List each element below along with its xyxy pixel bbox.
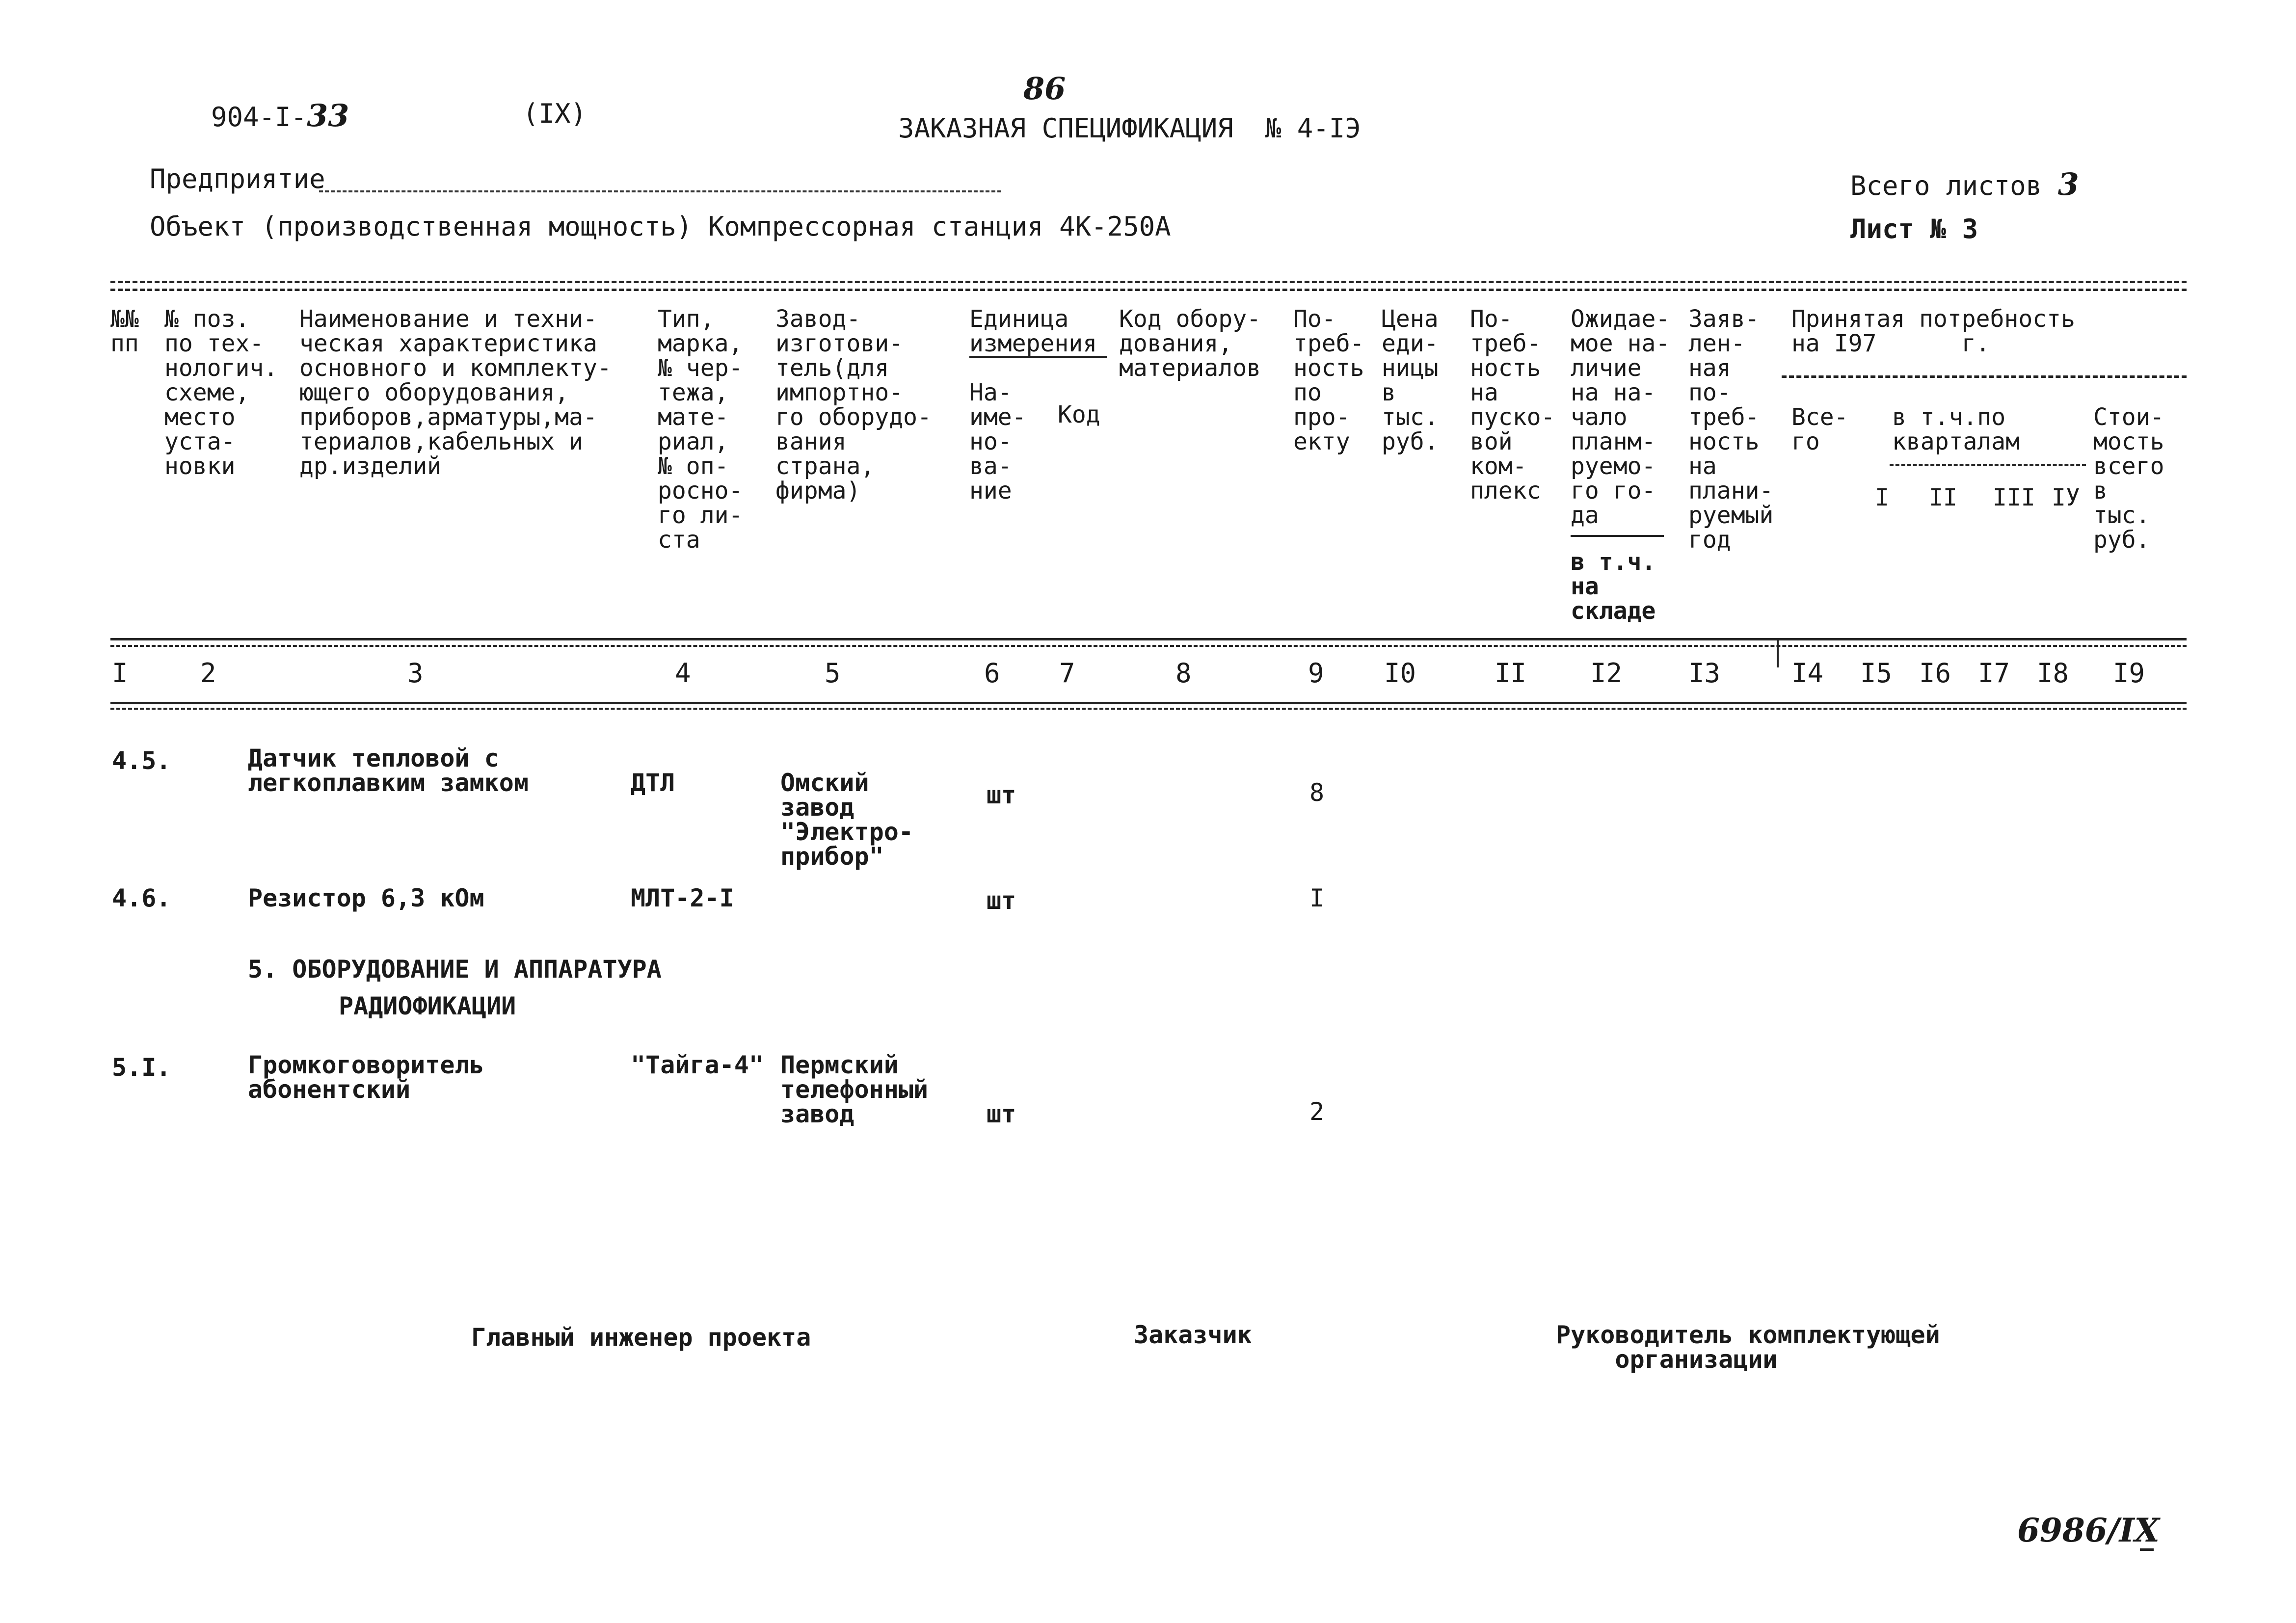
col-head-q1: I	[1875, 484, 1889, 511]
col-number-13: I3	[1688, 658, 1721, 689]
quarters-group-rule	[1890, 464, 2086, 466]
col-head-unit-group: Единица измерения	[969, 305, 1097, 357]
col-head-launch-need: По- треб- ность на пуско- вой ком- плекс	[1470, 305, 1555, 505]
section-number: (IX)	[523, 98, 587, 129]
col-number-5: 5	[825, 658, 841, 689]
section-5-heading: 5. ОБОРУДОВАНИЕ И АППАРАТУРА	[248, 955, 662, 984]
row-4-6-qty: I	[1309, 884, 1325, 912]
col-number-3: 3	[407, 658, 424, 689]
row-4-6-type: МЛТ-2-I	[631, 884, 734, 912]
col-head-q2: II	[1929, 484, 1957, 511]
row-5-1-number: 5.I.	[112, 1053, 171, 1082]
col-head-quarters-group: в т.ч.по кварталам	[1892, 403, 2020, 455]
doc-code-prefix: 904-I-	[211, 102, 307, 133]
col-number-14: I4	[1791, 658, 1824, 689]
header-bottom-rule-1	[110, 638, 2187, 640]
row-5-1-unit: шт	[987, 1100, 1016, 1128]
col-number-19: I9	[2113, 658, 2145, 689]
col-head-in-warehouse: в т.ч. на складе	[1571, 548, 1656, 625]
col-number-1: I	[112, 658, 128, 689]
page-number-handwritten: 86	[1023, 71, 1066, 106]
col-head-accepted-group: Принятая потребность на I97 г.	[1791, 305, 2075, 357]
row-4-5-name: Датчик тепловой с легкоплавким замком	[248, 744, 529, 797]
row-4-5-qty: 8	[1309, 778, 1325, 807]
col-head-total-cost: Стои- мость всего в тыс. руб.	[2093, 403, 2164, 554]
unit-group-rule	[969, 356, 1107, 358]
col-number-18: I8	[2037, 658, 2069, 689]
col-head-unit-code: Код	[1058, 401, 1100, 428]
row-4-6-number: 4.6.	[112, 884, 171, 912]
col-number-9: 9	[1308, 658, 1324, 689]
row-4-5-unit: шт	[987, 781, 1016, 809]
col-number-15: I5	[1860, 658, 1893, 689]
signature-customer: Заказчик	[1134, 1321, 1252, 1349]
enterprise-blank-line	[319, 190, 1001, 192]
row-4-6-name: Резистор 6,3 кОм	[248, 884, 484, 912]
col-head-project-need: По- треб- ность по про- екту	[1293, 305, 1364, 455]
col-head-equipment-code: Код обору- дования, материалов	[1119, 305, 1261, 382]
col-head-type: Тип, марка, № чер- тежа, мате- риал, № оп- росно- го ли- ста	[658, 305, 743, 554]
row-5-1-qty: 2	[1309, 1097, 1325, 1126]
total-sheets-handwritten: 3	[2057, 166, 2079, 202]
sheet-number: Лист № 3	[1850, 213, 1978, 244]
col-head-unit-price: Цена еди- ницы в тыс. руб.	[1382, 305, 1439, 455]
doc-code-handwritten: 33	[307, 98, 349, 133]
row-5-1-type: "Тайга-4"	[631, 1051, 764, 1079]
col-number-4: 4	[675, 658, 691, 689]
row-5-1-name: Громкоговоритель абонентский	[248, 1051, 484, 1104]
accepted-group-rule	[1782, 375, 2187, 378]
col-number-2: 2	[200, 658, 216, 689]
col-head-maker: Завод- изготови- тель(для импортно- го оборудо- вания страна, фирма)	[775, 305, 932, 505]
row-5-1-maker: Пермский телефонный завод	[780, 1051, 929, 1128]
row-4-6-unit: шт	[987, 886, 1016, 915]
col-head-q3: III	[1993, 484, 2035, 511]
col-head-expected-stock: Ожидае- мое на- личие на на- чало планм- руемо- го го- да	[1571, 305, 1670, 529]
column-divider	[1777, 638, 1779, 667]
col-number-11: II	[1495, 658, 1527, 689]
col-number-17: I7	[1978, 658, 2010, 689]
row-4-5-type: ДТЛ	[631, 769, 675, 797]
total-sheets-label: Всего листов	[1850, 170, 2042, 201]
enterprise-label: Предприятие	[150, 163, 325, 194]
expected-stock-rule	[1571, 535, 1664, 537]
numbers-bottom-rule-2	[110, 708, 2187, 710]
col-number-10: I0	[1384, 658, 1416, 689]
numbers-bottom-rule-1	[110, 702, 2187, 704]
table-top-rule-2	[110, 289, 2187, 291]
col-head-q4: IУ	[2052, 484, 2080, 511]
col-head-total: Все- го	[1791, 403, 1848, 455]
object-line: Объект (производственная мощность) Компрессорная станция 4К-250А	[150, 211, 1171, 242]
col-number-16: I6	[1919, 658, 1951, 689]
col-head-num: №№ пп	[110, 305, 139, 357]
col-number-8: 8	[1175, 658, 1192, 689]
section-5-heading-line2: РАДИОФИКАЦИИ	[339, 992, 516, 1020]
col-head-name: Наименование и техни- ческая характеристика основного и комплекту- ющего оборудования, приборов,арматуры,ма- териалов,кабельных и др.изделий	[299, 305, 612, 480]
header-bottom-rule-2	[110, 645, 2187, 647]
total-sheets	[1850, 166, 2079, 202]
table-top-rule-1	[110, 281, 2187, 283]
col-head-position: № поз. по тех- нологич. схеме, место уста- новки	[164, 305, 278, 480]
col-number-12: I2	[1590, 658, 1623, 689]
col-number-7: 7	[1059, 658, 1075, 689]
footer-handwritten-code: 6986/IX	[2017, 1511, 2160, 1549]
doc-code	[211, 98, 349, 133]
document-title: ЗАКАЗНАЯ СПЕЦИФИКАЦИЯ № 4-IЭ	[898, 113, 1361, 144]
signature-supplier-head: Руководитель комплектующей организации	[1556, 1321, 1940, 1374]
row-4-5-number: 4.5.	[112, 746, 171, 775]
col-number-6: 6	[984, 658, 1000, 689]
col-head-declared-need: Заяв- лен- ная по- треб- ность на плани- руемый год	[1688, 305, 1774, 554]
row-4-5-maker: Омский завод "Электро- прибор"	[780, 769, 913, 871]
col-head-unit-name: На- име- но- ва- ние	[969, 379, 1026, 505]
footer-underline	[2140, 1548, 2154, 1551]
signature-chief-engineer: Главный инженер проекта	[471, 1323, 811, 1352]
